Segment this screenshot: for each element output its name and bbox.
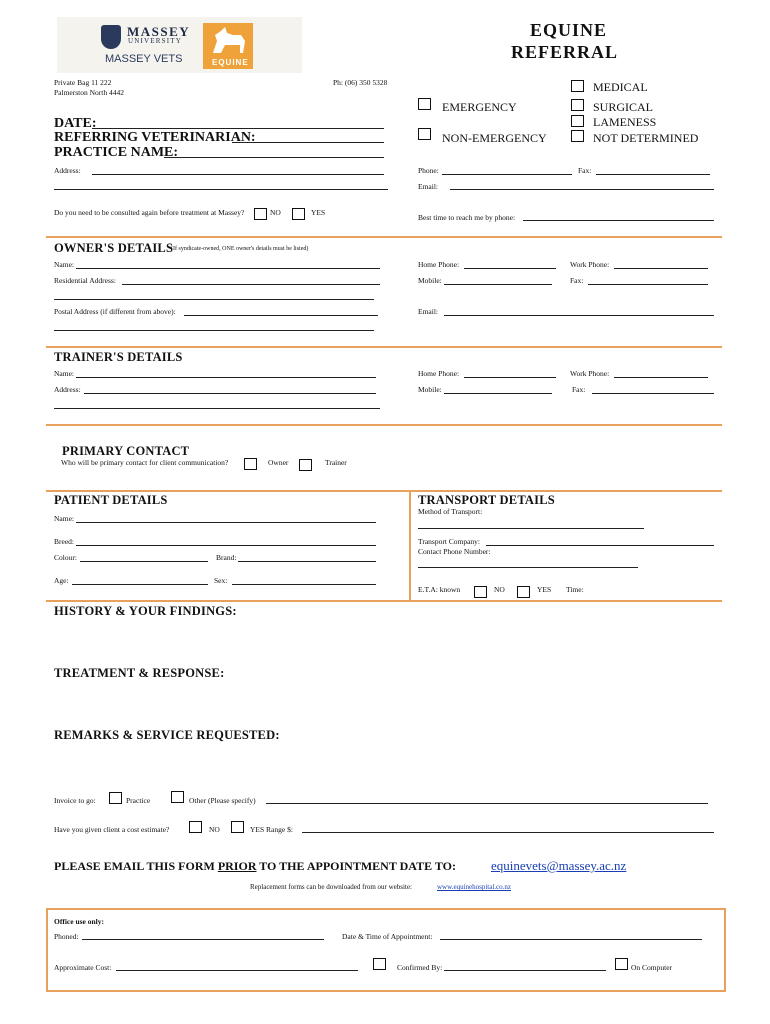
trainer-work-phone-field[interactable]	[614, 377, 708, 378]
owner-residential-field[interactable]	[122, 284, 380, 285]
patient-name-label: Name:	[54, 514, 74, 523]
office-confirmed-label: Confirmed By:	[397, 963, 443, 972]
owner-residential-label: Residential Address:	[54, 276, 116, 285]
owner-email-label: Email:	[418, 307, 438, 316]
owner-note: (If syndicate-owned, ONE owner's details must be listed)	[171, 246, 309, 252]
non-emergency-checkbox[interactable]	[418, 128, 431, 140]
logo-equine-text: EQUINE	[212, 58, 249, 67]
address-line1: Private Bag 11 222	[54, 78, 112, 87]
vet-fax-label: Fax:	[578, 166, 592, 175]
office-cost-checkbox[interactable]	[373, 958, 386, 970]
primary-trainer-label: Trainer	[325, 458, 347, 467]
consult-yes-checkbox[interactable]	[292, 208, 305, 220]
history-heading: HISTORY & YOUR FINDINGS:	[54, 604, 237, 618]
replacement-note: Replacement forms can be downloaded from our website:	[250, 883, 412, 891]
trainer-name-field[interactable]	[76, 377, 376, 378]
logo-area	[57, 17, 302, 73]
not-determined-label: NOT DETERMINED	[593, 131, 699, 145]
referring-vet-label: REFERRING VETERINARIAN:	[54, 130, 256, 145]
logo-university-text: UNIVERSITY	[128, 37, 182, 45]
consult-no-label: NO	[270, 208, 281, 217]
patient-age-field[interactable]	[72, 584, 208, 585]
eta-no-label: NO	[494, 585, 505, 594]
transport-method-field[interactable]	[418, 528, 644, 529]
owner-fax-label: Fax:	[570, 276, 584, 285]
eta-label: E.T.A: known	[418, 585, 461, 594]
horse-icon	[203, 23, 253, 59]
equine-badge	[203, 23, 253, 69]
best-time-field[interactable]	[523, 220, 714, 221]
office-on-computer-label: On Computer	[631, 963, 673, 972]
patient-transport-divider	[409, 491, 411, 600]
trainer-fax-field[interactable]	[592, 393, 714, 394]
treatment-textarea[interactable]	[54, 682, 714, 722]
vet-fax-field[interactable]	[596, 174, 710, 175]
phone-number: Ph: (06) 350 5328	[333, 78, 388, 87]
vet-email-field[interactable]	[450, 189, 714, 190]
invoice-practice-checkbox[interactable]	[109, 792, 122, 804]
divider-trainer	[46, 346, 722, 348]
office-cost-label: Approximate Cost:	[54, 963, 112, 972]
owner-postal-field[interactable]	[184, 315, 378, 316]
trainer-heading: TRAINER'S DETAILS	[54, 350, 183, 364]
trainer-home-phone-field[interactable]	[464, 377, 556, 378]
email-prior: PRIOR	[217, 859, 257, 873]
owner-residential-field-2[interactable]	[54, 299, 374, 300]
trainer-address-field-2[interactable]	[54, 408, 380, 409]
owner-mobile-field[interactable]	[444, 284, 552, 285]
email-suffix: TO THE APPOINTMENT DATE TO:	[256, 859, 456, 873]
patient-heading: PATIENT DETAILS	[54, 493, 168, 507]
transport-method-label: Method of Transport:	[418, 507, 483, 516]
surgical-label: SURGICAL	[593, 100, 654, 114]
consult-yes-label: YES	[311, 208, 326, 217]
owner-fax-field[interactable]	[588, 284, 708, 285]
logo-massey-text: MASSEY	[127, 24, 191, 39]
email-link[interactable]: equinevets@massey.ac.nz	[491, 858, 627, 873]
patient-breed-label: Breed:	[54, 537, 74, 546]
divider-owner	[46, 236, 722, 238]
email-instruction	[54, 859, 456, 874]
transport-heading: TRANSPORT DETAILS	[418, 493, 555, 507]
owner-email-field[interactable]	[444, 315, 714, 316]
eta-time-label: Time:	[566, 585, 584, 594]
invoice-other-field[interactable]	[266, 803, 708, 804]
medical-checkbox[interactable]	[571, 80, 584, 92]
owner-work-phone-label: Work Phone:	[570, 260, 610, 269]
owner-home-phone-field[interactable]	[464, 268, 556, 269]
trainer-address-field[interactable]	[84, 393, 376, 394]
logo-vets-text: MASSEY VETS	[105, 53, 183, 65]
vet-address-field[interactable]	[92, 174, 384, 175]
patient-sex-label: Sex:	[214, 576, 228, 585]
trainer-mobile-label: Mobile:	[418, 385, 442, 394]
not-determined-checkbox[interactable]	[571, 130, 584, 142]
date-field[interactable]	[92, 128, 384, 129]
primary-contact-heading: PRIMARY CONTACT	[62, 444, 190, 458]
invoice-other-label: Other (Please specify)	[189, 796, 256, 805]
office-phoned-field[interactable]	[82, 939, 324, 940]
title-line2: REFERRAL	[511, 42, 619, 62]
website-link[interactable]: www.equinehospital.co.nz	[437, 883, 511, 891]
patient-breed-field[interactable]	[76, 545, 376, 546]
email-prefix: PLEASE EMAIL THIS FORM	[54, 859, 218, 873]
office-heading: Office use only:	[54, 917, 104, 926]
estimate-yes-range-label: YES Range $:	[250, 825, 293, 834]
address-line2: Palmerston North 4442	[54, 88, 124, 97]
owner-mobile-label: Mobile:	[418, 276, 442, 285]
vet-email-label: Email:	[418, 182, 438, 191]
consult-no-checkbox[interactable]	[254, 208, 267, 220]
trainer-name-label: Name:	[54, 369, 74, 378]
surgical-checkbox[interactable]	[571, 99, 584, 111]
office-phoned-label: Phoned:	[54, 932, 79, 941]
title-line1: EQUINE	[530, 20, 608, 40]
massey-crest-icon	[101, 25, 121, 49]
invoice-label: Invoice to go:	[54, 796, 96, 805]
medical-label: MEDICAL	[593, 80, 648, 94]
consult-question: Do you need to be consulted again before treatment at Massey?	[54, 208, 245, 217]
transport-contact-field[interactable]	[418, 567, 638, 568]
owner-home-phone-label: Home Phone:	[418, 260, 460, 269]
patient-brand-field[interactable]	[238, 561, 376, 562]
owner-heading: OWNER'S DETAILS	[54, 241, 174, 255]
office-appointment-field[interactable]	[440, 939, 702, 940]
primary-owner-label: Owner	[268, 458, 289, 467]
patient-age-label: Age:	[54, 576, 69, 585]
practice-name-label: PRACTICE NAME:	[54, 145, 179, 160]
owner-name-label: Name:	[54, 260, 74, 269]
invoice-other-checkbox[interactable]	[171, 791, 184, 803]
referring-vet-field[interactable]	[232, 142, 384, 143]
owner-work-phone-field[interactable]	[614, 268, 708, 269]
lameness-checkbox[interactable]	[571, 115, 584, 127]
remarks-heading: REMARKS & SERVICE REQUESTED:	[54, 728, 280, 742]
primary-owner-checkbox[interactable]	[244, 458, 257, 470]
lameness-label: LAMENESS	[593, 115, 657, 129]
estimate-range-field[interactable]	[302, 832, 714, 833]
date-label: DATE:	[54, 116, 97, 131]
estimate-no-label: NO	[209, 825, 220, 834]
trainer-fax-label: Fax:	[572, 385, 586, 394]
vet-address-label: Address:	[54, 166, 81, 175]
divider-primary	[46, 424, 722, 426]
owner-name-field[interactable]	[76, 268, 380, 269]
estimate-yes-checkbox[interactable]	[231, 821, 244, 833]
non-emergency-label: NON-EMERGENCY	[442, 131, 547, 145]
owner-postal-field-2[interactable]	[54, 330, 374, 331]
vet-address-field-2[interactable]	[54, 189, 388, 190]
patient-sex-field[interactable]	[232, 584, 376, 585]
patient-colour-field[interactable]	[80, 561, 208, 562]
patient-brand-label: Brand:	[216, 553, 237, 562]
primary-contact-question: Who will be primary contact for client communication?	[61, 458, 229, 467]
office-use-box	[46, 908, 726, 992]
patient-name-field[interactable]	[76, 522, 376, 523]
history-textarea[interactable]	[54, 620, 714, 660]
remarks-textarea[interactable]	[54, 744, 714, 780]
best-time-label: Best time to reach me by phone:	[418, 213, 516, 222]
eta-no-checkbox[interactable]	[474, 586, 487, 598]
office-appointment-label: Date & Time of Appointment:	[342, 932, 433, 941]
transport-contact-label: Contact Phone Number:	[418, 547, 491, 556]
eta-yes-label: YES	[537, 585, 552, 594]
trainer-address-label: Address:	[54, 385, 81, 394]
estimate-question: Have you given client a cost estimate?	[54, 825, 170, 834]
office-cost-field[interactable]	[116, 970, 358, 971]
patient-colour-label: Colour:	[54, 553, 77, 562]
transport-company-label: Transport Company:	[418, 537, 481, 546]
divider-history	[46, 600, 722, 602]
divider-patient	[46, 490, 722, 492]
vet-phone-field[interactable]	[442, 174, 572, 175]
office-confirmed-field[interactable]	[444, 970, 606, 971]
owner-postal-label: Postal Address (if different from above):	[54, 307, 176, 316]
invoice-practice-label: Practice	[126, 796, 151, 805]
treatment-heading: TREATMENT & RESPONSE:	[54, 666, 225, 680]
transport-company-field[interactable]	[486, 545, 714, 546]
office-on-computer-checkbox[interactable]	[615, 958, 628, 970]
vet-phone-label: Phone:	[418, 166, 439, 175]
trainer-home-phone-label: Home Phone:	[418, 369, 460, 378]
primary-trainer-checkbox[interactable]	[299, 459, 312, 471]
trainer-work-phone-label: Work Phone:	[570, 369, 610, 378]
emergency-checkbox[interactable]	[418, 98, 431, 110]
emergency-label: EMERGENCY	[442, 100, 517, 114]
practice-name-field[interactable]	[164, 157, 384, 158]
trainer-mobile-field[interactable]	[444, 393, 552, 394]
estimate-no-checkbox[interactable]	[189, 821, 202, 833]
eta-yes-checkbox[interactable]	[517, 586, 530, 598]
